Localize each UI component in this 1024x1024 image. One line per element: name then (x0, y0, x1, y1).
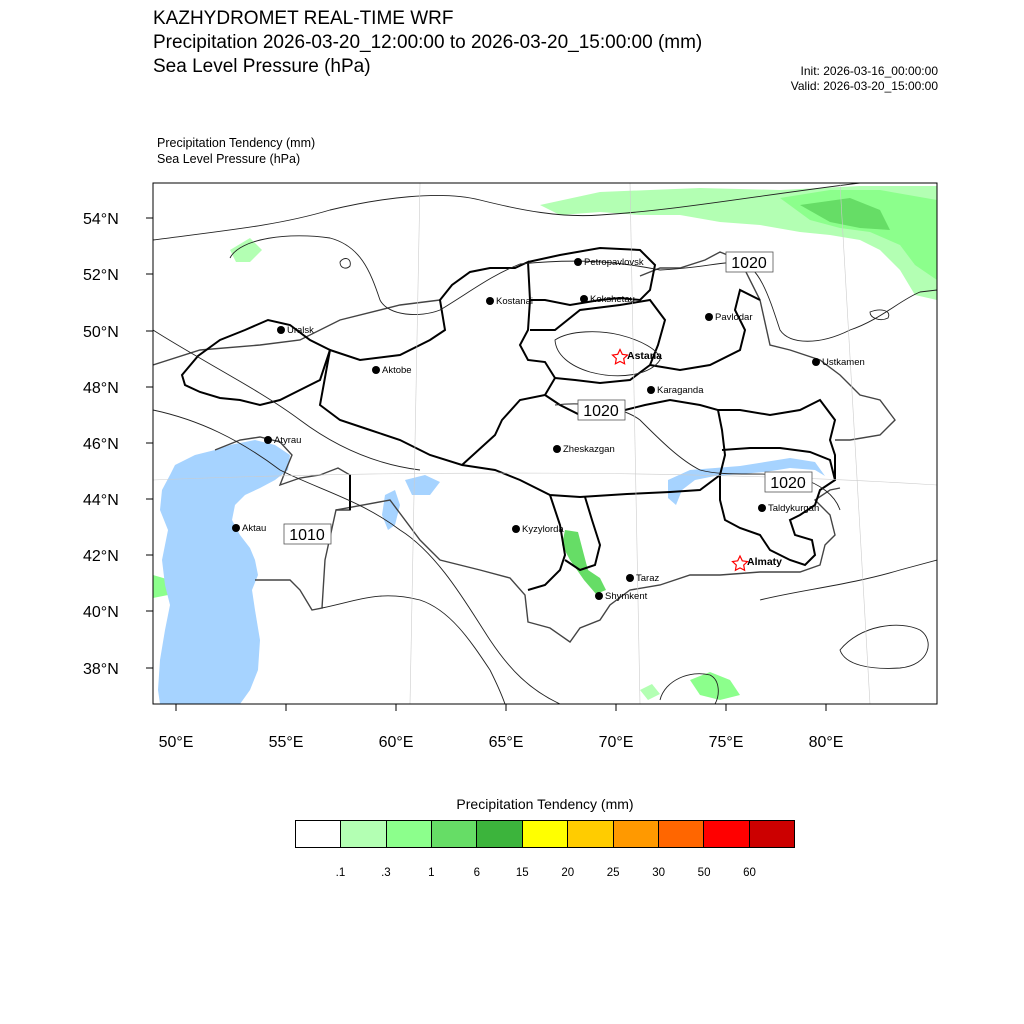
field-subtitle-precip: Precipitation Tendency (mm) (157, 136, 316, 150)
city-label: Kostanai (496, 296, 533, 307)
colorbar-tick-label: 1 (428, 867, 435, 879)
colorbar-tick-label: 30 (652, 867, 666, 879)
lat-label: 40°N (83, 604, 119, 621)
isobar-label: 1010 (289, 527, 325, 544)
city-label: Aktobe (382, 365, 412, 376)
graticule (153, 183, 937, 704)
colorbar-swatch (296, 821, 341, 847)
colorbar-tick-label: 60 (743, 867, 756, 879)
colorbar-swatch (568, 821, 613, 847)
colorbar-swatch (704, 821, 749, 847)
colorbar (295, 820, 795, 848)
colorbar-tick-label: 50 (697, 867, 711, 879)
city-label: Petropavlovsk (584, 257, 644, 268)
colorbar-tick-label: 25 (606, 867, 620, 879)
isobar-label: 1020 (770, 475, 806, 492)
lat-label: 38°N (83, 661, 119, 678)
isobar-label: 1020 (583, 403, 619, 420)
lon-label: 75°E (708, 734, 744, 751)
lat-label: 44°N (83, 492, 119, 509)
lat-label: 48°N (83, 380, 119, 397)
longitude-axis (159, 704, 844, 751)
latitude-axis (83, 211, 153, 678)
city-label: Taraz (636, 573, 660, 584)
city-label: Shymkent (605, 591, 648, 602)
lat-label: 50°N (83, 324, 119, 341)
field-subtitle-slp: Sea Level Pressure (hPa) (157, 152, 301, 166)
city-label: Zheskazgan (563, 444, 615, 455)
lat-label: 52°N (83, 267, 119, 284)
city-label: Aktau (242, 523, 267, 534)
colorbar-swatch (614, 821, 659, 847)
colorbar-swatch (387, 821, 432, 847)
aral-sea-east (405, 475, 440, 495)
precip-area-southeast (690, 672, 740, 700)
city-label: Uralsk (287, 325, 314, 336)
city-label: Kokshetau (590, 294, 635, 305)
colorbar-tick-label: 15 (515, 867, 529, 879)
colorbar-swatch (750, 821, 794, 847)
precip-area-south-small (640, 684, 660, 700)
lon-label: 55°E (268, 734, 304, 751)
city-label: Atyrau (274, 435, 302, 446)
colorbar-swatch (523, 821, 568, 847)
capital-star-icon (733, 556, 748, 570)
colorbar-tick-label: .3 (381, 867, 391, 879)
isobars (153, 183, 937, 704)
water-bodies (158, 440, 825, 704)
city-dot (812, 358, 820, 366)
city-label: Pavlodar (715, 312, 753, 323)
colorbar-swatch (659, 821, 704, 847)
city-dot (626, 574, 634, 582)
colorbar-title: Precipitation Tendency (mm) (456, 796, 634, 812)
city-dot (232, 524, 240, 532)
isobar-label: 1020 (731, 255, 767, 272)
map-title-line2: Precipitation 2026-03-20_12:00:00 to 2026-03-20_15:00:00 (mm) (153, 32, 703, 53)
map-content (153, 183, 937, 704)
city-dot (486, 297, 494, 305)
colorbar-tick-label: 6 (473, 867, 481, 879)
capital-label: Almaty (747, 556, 783, 568)
capital-label: Astana (627, 350, 663, 362)
lat-label: 46°N (83, 436, 119, 453)
city-dot (372, 366, 380, 374)
city-label: Kyzylorda (522, 524, 564, 535)
city-dot (574, 258, 582, 266)
colorbar-swatch (341, 821, 386, 847)
city-dot (705, 313, 713, 321)
lon-label: 65°E (488, 734, 524, 751)
city-dot (264, 436, 272, 444)
caspian-sea (158, 440, 290, 704)
precip-area-west-north (230, 238, 262, 262)
colorbar-swatch (432, 821, 477, 847)
map-frame (153, 183, 937, 704)
lon-label: 50°E (158, 734, 194, 751)
city-label: Karaganda (657, 385, 704, 396)
city-dot (580, 295, 588, 303)
colorbar-tick-label: 20 (561, 867, 575, 879)
lon-label: 70°E (598, 734, 634, 751)
lat-label: 54°N (83, 211, 119, 228)
colorbar-tick-label: .1 (335, 867, 346, 879)
lon-label: 80°E (808, 734, 844, 751)
city-dot (512, 525, 520, 533)
valid-time-label: Valid: 2026-03-20_15:00:00 (790, 79, 938, 93)
lat-label: 42°N (83, 548, 119, 565)
city-dot (647, 386, 655, 394)
init-time-label: Init: 2026-03-16_00:00:00 (800, 64, 938, 78)
capital-star-icon (613, 350, 628, 364)
colorbar-swatch (477, 821, 522, 847)
map-title-line1: KAZHYDROMET REAL-TIME WRF (153, 8, 454, 29)
lon-label: 60°E (378, 734, 414, 751)
city-dot (595, 592, 603, 600)
city-dot (277, 326, 285, 334)
city-label: Ustkamen (822, 357, 865, 368)
city-label: Taldykurgan (768, 503, 820, 514)
city-dot (758, 504, 766, 512)
city-dot (553, 445, 561, 453)
map-title-line3: Sea Level Pressure (hPa) (153, 56, 371, 77)
